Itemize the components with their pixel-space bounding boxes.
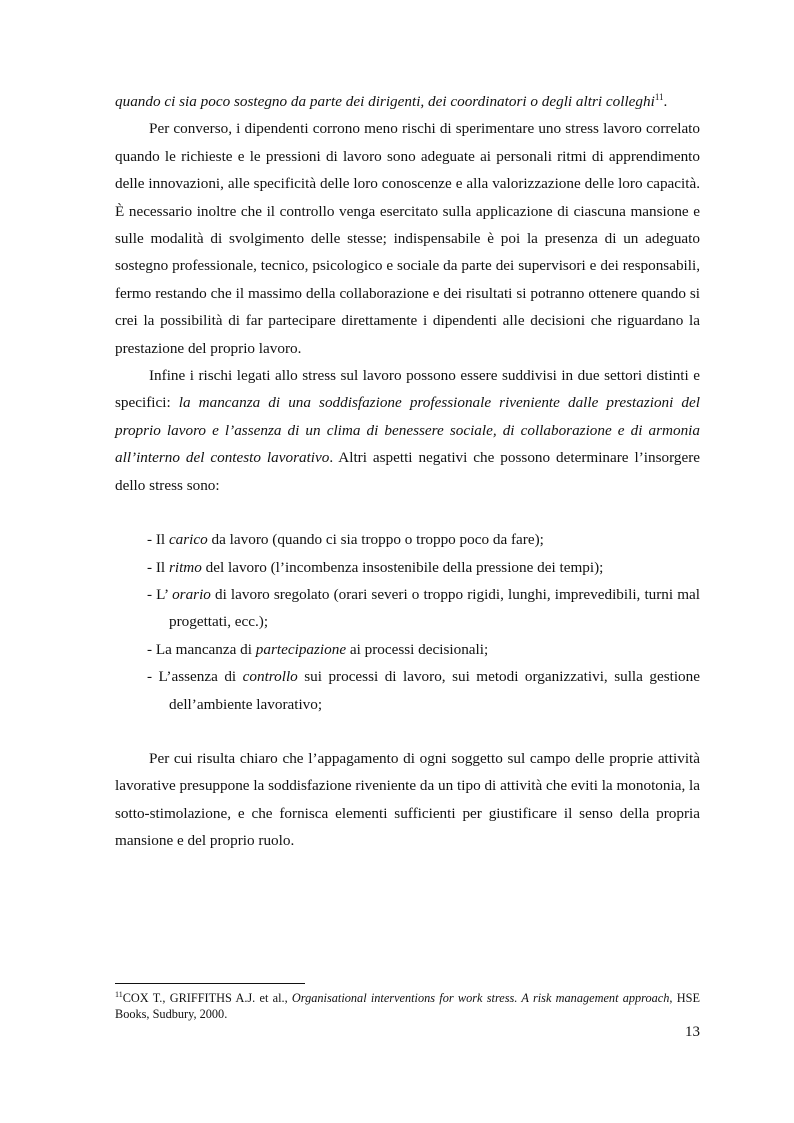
continuation-end: . (663, 93, 668, 110)
list-item-text: sui processi di lavoro, sui metodi organizzativi, sulla gestione dell’ambiente lavorativo; (169, 668, 700, 713)
footnote-ref: 11 (654, 91, 664, 102)
list-item-prefix: - L’assenza di (147, 668, 243, 686)
list-item-text: da lavoro (quando ci sia troppo o troppo poco da fare); (207, 531, 544, 549)
list-item (115, 554, 700, 581)
stress-factors-list (115, 526, 700, 718)
paragraph-2-lead: Infine i rischi legati allo stress sul lavoro possono essere suddivisi in due settori distinti e specifici: (115, 367, 700, 412)
spacer (115, 499, 700, 526)
list-item (115, 663, 700, 718)
page-number: 13 (685, 1024, 700, 1040)
list-item-prefix: - Il (147, 531, 169, 549)
list-item-text: di lavoro sregolato (orari severi o troppo rigidi, lunghi, imprevedibili, turni mal progettati, ecc.); (169, 585, 700, 631)
paragraph-2-italic: la mancanza di una soddisfazione professionale riveniente dalle prestazioni del proprio lavoro e l’assenza di un clima di benessere sociale, di collaborazione e di armonia all’interno del contesto lavorativo (115, 394, 700, 467)
continuation-text: quando ci sia poco sostegno da parte dei dirigenti, dei coordinatori o degli altri colleghi (115, 93, 655, 110)
list-item-text: ai processi decisionali; (346, 640, 489, 658)
list-item (115, 581, 700, 636)
spacer (115, 718, 700, 745)
paragraph-3: Per cui risulta chiaro che l’appagamento di ogni soggetto sul campo delle proprie attività lavorative presuppone la soddisfazione riveniente da un tipo di attività che eviti la monotonia, la sotto-stimolazione, e che fornisca elementi sufficienti per giustificare il senso della propria mansione e del proprio ruolo. (115, 749, 700, 850)
body-text (115, 88, 700, 855)
list-item-emphasis: partecipazione (255, 640, 347, 658)
paragraph-2-tail: . Altri aspetti negativi che possono determinare l’insorgere dello stress sono: (115, 449, 700, 494)
list-item-prefix: - La mancanza di (147, 640, 256, 658)
footnote (115, 990, 700, 1022)
paragraph-2 (115, 362, 700, 499)
footnote-rest: , HSE Books, Sudbury, 2000. (115, 991, 700, 1021)
list-item-prefix: - Il (147, 558, 169, 576)
footnote-number: 11 (115, 989, 123, 999)
list-item-prefix: - L’ (147, 585, 173, 603)
list-item-emphasis: controllo (242, 668, 298, 686)
list-item (115, 636, 700, 663)
footnote-authors: COX T., GRIFFITHS A.J. et al., (122, 991, 292, 1005)
list-item-text: del lavoro (l’incombenza insostenibile della pressione dei tempi); (201, 558, 604, 576)
list-item-emphasis: ritmo (168, 558, 202, 576)
list-item-emphasis: orario (172, 585, 211, 603)
list-item (115, 526, 700, 553)
paragraph-1: Per converso, i dipendenti corrono meno rischi di sperimentare uno stress lavoro correlato quando le richieste e le pressioni di lavoro sono adeguate ai personali ritmi di apprendimento delle innovazioni, alle specificità delle loro conoscenze e alla valorizzazione delle loro capacità. È necessario inoltre che il controllo venga esercitato sulla applicazione di ciascuna mansione e sulle modalità di svolgimento delle stesse; indispensabile è poi la presenza di un adeguato sostegno professionale, tecnico, psicologico e sociale da parte dei supervisori e dei responsabili, fermo restando che il massimo della collaborazione e dei risultati si potranno ottenere quando si crei la possibilità di far partecipare direttamente i dipendenti alle decisioni che riguardano la prestazione del proprio lavoro. (115, 120, 700, 357)
footnote-title: Organisational interventions for work stress. A risk management approach (291, 991, 670, 1005)
footnote-separator (115, 983, 305, 984)
list-item-emphasis: carico (168, 531, 208, 549)
paragraph-continuation (115, 88, 700, 115)
